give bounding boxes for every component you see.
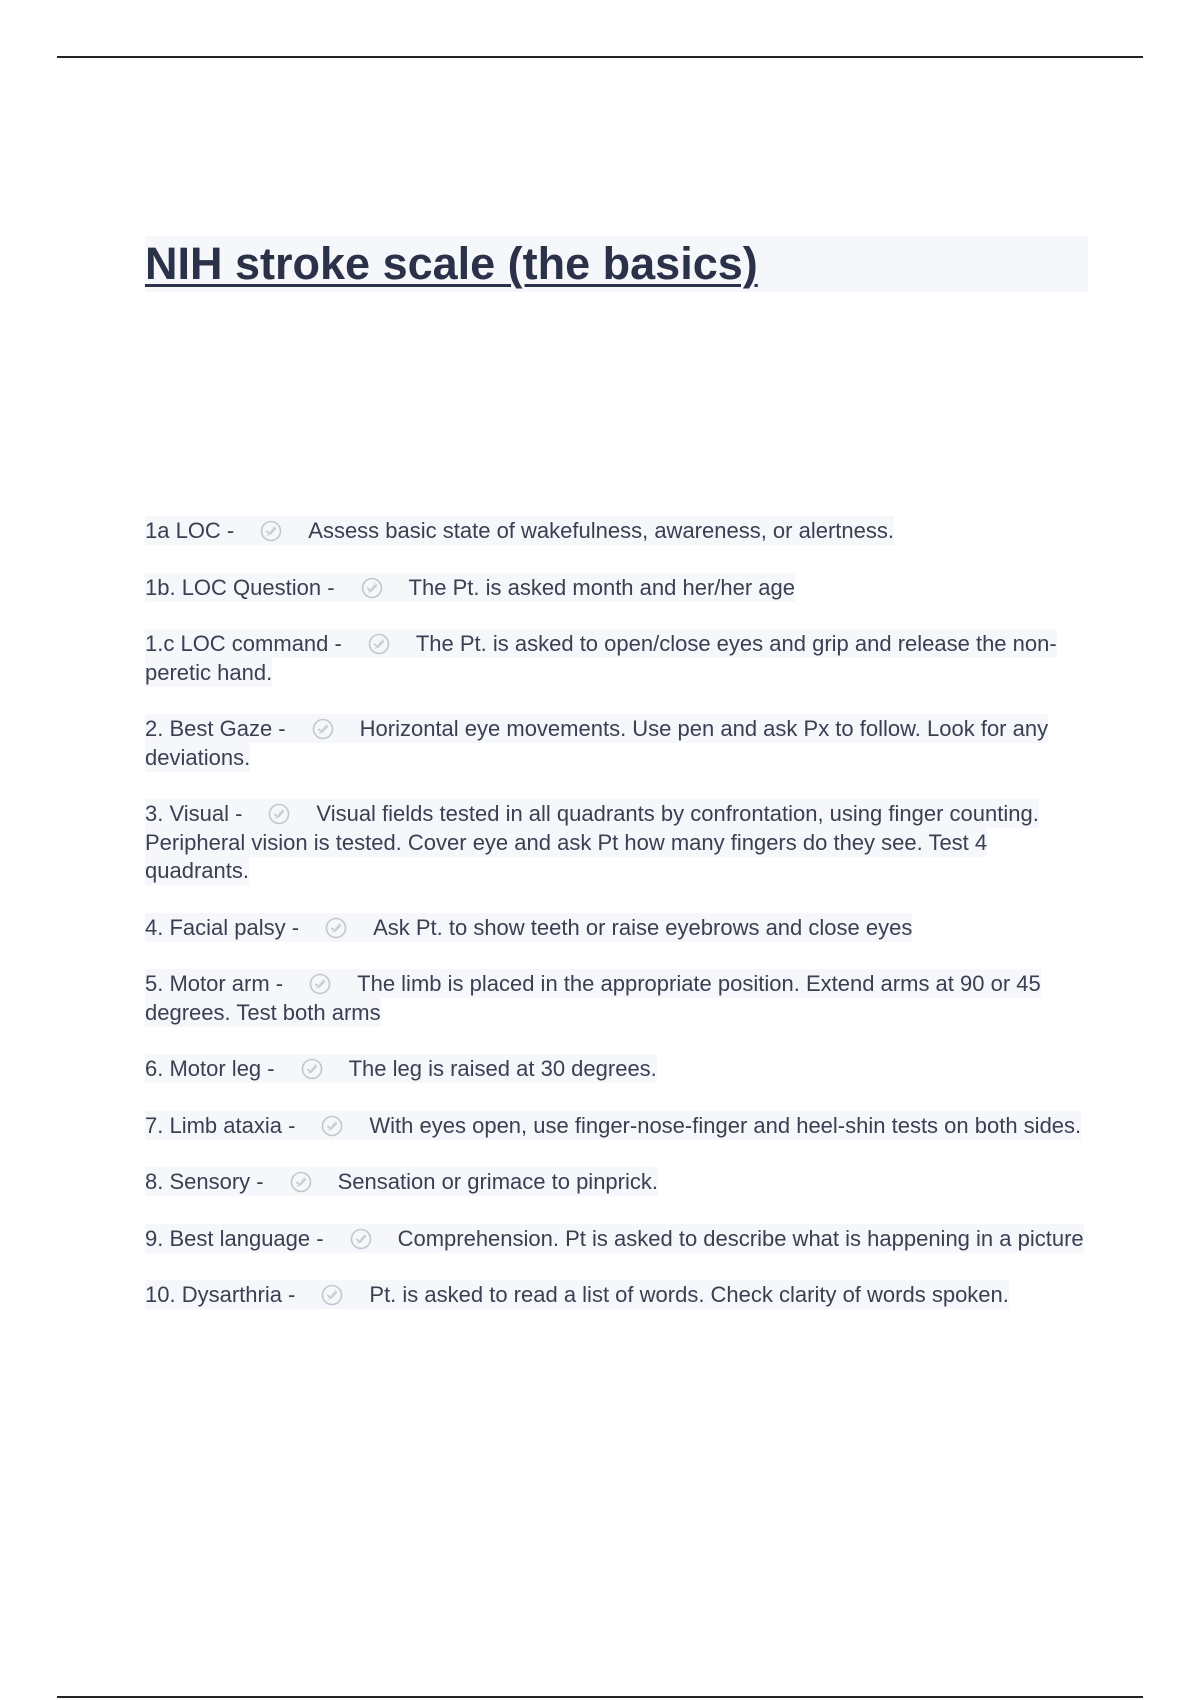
- card-term: 4. Facial palsy -: [145, 914, 300, 940]
- flashcard-item: [145, 630, 1095, 687]
- card-term: 1.c LOC command -: [145, 631, 342, 656]
- flashcard-item: [145, 574, 1095, 603]
- card-term: 1b. LOC Question -: [145, 574, 335, 600]
- check-circle-icon: [325, 917, 347, 939]
- flashcard-item: [145, 715, 1095, 772]
- flashcard-item: [145, 914, 1095, 943]
- card-term: 1a LOC -: [145, 518, 235, 543]
- check-circle-icon: [309, 973, 331, 995]
- card-term: 3. Visual -: [145, 801, 243, 826]
- check-circle-icon: [361, 577, 383, 599]
- card-term: 8. Sensory -: [145, 1169, 264, 1194]
- card-term: 2. Best Gaze -: [145, 716, 286, 741]
- check-circle-icon: [350, 1228, 372, 1250]
- check-circle-icon: [321, 1115, 343, 1137]
- card-term: 7. Limb ataxia -: [145, 1112, 296, 1138]
- card-definition: Comprehension. Pt is asked to describe what is happening in a picture: [397, 1225, 1084, 1251]
- card-term: 10. Dysarthria -: [145, 1282, 296, 1307]
- check-circle-icon: [368, 633, 390, 655]
- card-term: 5. Motor arm -: [145, 971, 284, 996]
- card-definition: The Pt. is asked month and her/her age: [408, 574, 795, 600]
- check-circle-icon: [312, 718, 334, 740]
- flashcard-item: [145, 1055, 1095, 1084]
- card-definition: Ask Pt. to show teeth or raise eyebrows and close eyes: [373, 914, 913, 940]
- check-circle-icon: [260, 520, 282, 542]
- top-rule: [57, 56, 1143, 58]
- card-definition: Pt. is asked to read a list of words. Check clarity of words spoken.: [369, 1282, 1009, 1307]
- card-definition: The Pt. is asked to open/close eyes and grip and release the non-peretic hand.: [145, 631, 1057, 685]
- check-circle-icon: [290, 1171, 312, 1193]
- card-definition: Horizontal eye movements. Use pen and ask Px to follow. Look for any deviations.: [145, 716, 1049, 770]
- card-definition: Visual fields tested in all quadrants by confrontation, using finger counting. Peripheral vision is tested. Cover eye and ask Pt how many fingers do they see. Test 4 quadrants.: [145, 801, 1039, 883]
- flashcard-item: [145, 800, 1095, 886]
- card-definition: The limb is placed in the appropriate position. Extend arms at 90 or 45 degrees. Test both arms: [145, 971, 1041, 1025]
- check-circle-icon: [321, 1284, 343, 1306]
- check-circle-icon: [301, 1058, 323, 1080]
- card-definition: The leg is raised at 30 degrees.: [348, 1056, 657, 1081]
- flashcard-item: [145, 1225, 1095, 1254]
- page-title: NIH stroke scale (the basics): [145, 238, 758, 289]
- flashcard-item: [145, 517, 1095, 546]
- flashcard-item: [145, 1112, 1095, 1141]
- card-term: 6. Motor leg -: [145, 1056, 275, 1081]
- card-definition: Sensation or grimace to pinprick.: [337, 1169, 658, 1194]
- card-term: 9. Best language -: [145, 1225, 324, 1251]
- card-definition: With eyes open, use finger-nose-finger and heel-shin tests on both sides.: [369, 1112, 1082, 1138]
- check-circle-icon: [268, 803, 290, 825]
- flashcard-item: [145, 1168, 1095, 1197]
- bottom-rule: [57, 1696, 1143, 1698]
- card-definition: Assess basic state of wakefulness, awareness, or alertness.: [308, 518, 894, 543]
- flashcard-item: [145, 970, 1095, 1027]
- flashcard-item: [145, 1281, 1095, 1310]
- flashcard-list: [145, 517, 1095, 1338]
